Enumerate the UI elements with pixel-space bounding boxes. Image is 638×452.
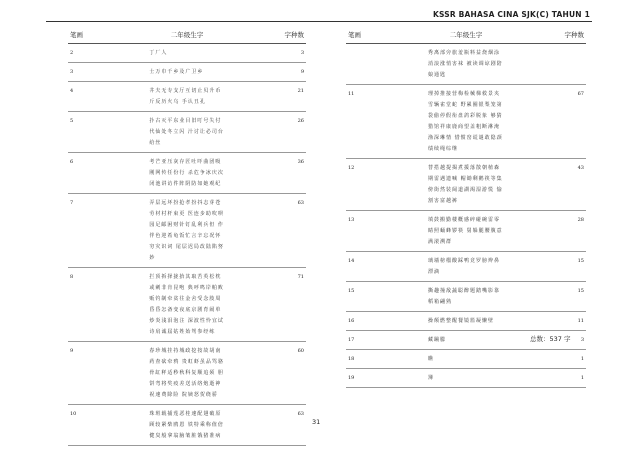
stroke-count-cell: 11 [346, 84, 426, 158]
left-table-header-row [68, 27, 306, 43]
stroke-count-cell: 5 [68, 111, 147, 152]
characters-cell: 弄层远坏扮抢孝扮抖志芽苍劳材村杆束更 医连步助吹呗园足邮困财针钉乱利兵但 作伴色迎希龟饭忙言辛忘况怀穷灾识词 尾层迟局改陆陷努妙 [147, 193, 226, 267]
characters-cell: 藏蹦朦 [426, 330, 506, 349]
char-count-cell [506, 43, 586, 84]
table-row [68, 62, 306, 81]
char-count-cell: 28 [506, 210, 586, 251]
table-row [346, 84, 586, 158]
right-table-header-row [346, 27, 586, 43]
characters-cell: 秀离部旁旅羞瓶料益烧烟涂消浪涨悄害袜 被读调谅剧陪娘通匙 [426, 43, 506, 84]
char-count-cell: 67 [506, 84, 586, 158]
stroke-count-cell: 6 [68, 152, 147, 193]
stroke-count-cell: 13 [346, 210, 426, 251]
characters-cell: 士万巾千乡及广卫乡 [147, 62, 226, 81]
table-row [68, 404, 306, 445]
char-count-cell: 71 [227, 267, 306, 341]
characters-cell: 填鼓搬勤楼概感碎碰碗雷零睛照蛹蜂锣筷 舅躲腿腰腹意满滚溯群 [426, 210, 506, 251]
page-number: 31 [312, 418, 321, 426]
stroke-count-cell: 2 [68, 43, 147, 62]
table-row [346, 251, 586, 281]
col-header-count: 字种数 [506, 27, 586, 43]
char-count-cell: 36 [227, 152, 306, 193]
char-count-cell: 21 [227, 81, 306, 111]
characters-cell: 簿 [426, 368, 506, 387]
table-row [346, 368, 586, 387]
characters-cell: 春珍城挂持城政挖按故胡南药查砍牵鸦 贵虹虾虽品骂骆骨缸秤适秒秋科复顺追须 胆饼弯将奖疫差送活络炮逝神祝速费除险 院姨怒贺绕骄 [147, 341, 226, 404]
char-count-cell: 60 [227, 341, 306, 404]
col-header-strokes: 笔画 [68, 27, 147, 43]
char-count-cell: 11 [506, 311, 586, 330]
stroke-count-cell: 12 [346, 158, 426, 210]
table-row [68, 267, 306, 341]
char-count-cell: 15 [506, 281, 586, 311]
left-vocab-table [68, 27, 306, 446]
characters-cell: 瞧 [426, 349, 506, 368]
stroke-count-cell: 18 [346, 349, 426, 368]
table-row [68, 43, 306, 62]
stroke-count-cell: 4 [68, 81, 147, 111]
page-header: KSSR BAHASA CINA SJK(C) TAHUN 1 [432, 10, 590, 19]
table-row [346, 311, 586, 330]
char-count-cell: 1 [506, 349, 586, 368]
stroke-count-cell: 16 [346, 311, 426, 330]
table-row [68, 341, 306, 404]
col-header-strokes: 笔画 [346, 27, 426, 43]
characters-cell: 珠班载捕莲恶桂速配翅破原顾较紧柴鸥恩 铁特乘称值倍健臭般拿翁脑皱脏饿猪准病 [147, 404, 226, 445]
characters-cell: 撕趣撞敌蔬聪醉题踏嘴影靠稻箱翩熟 [426, 281, 506, 311]
char-count-cell: 15 [506, 251, 586, 281]
stroke-count-cell: 10 [68, 404, 147, 445]
stroke-count-cell: 15 [346, 281, 426, 311]
table-row [346, 210, 586, 251]
table-row [346, 349, 586, 368]
table-row [346, 43, 586, 84]
char-count-cell: 3 [227, 43, 306, 62]
char-count-cell: 9 [227, 62, 306, 81]
characters-cell: 丁厂人 [147, 43, 226, 62]
table-row [68, 81, 306, 111]
header-rule [46, 21, 592, 22]
stroke-count-cell: 17 [346, 330, 426, 349]
characters-cell: 操颠燃整醒餐镜篮凝懒壁 [426, 311, 506, 330]
stroke-count-cell: 7 [68, 193, 147, 267]
stroke-count-cell: 19 [346, 368, 426, 387]
left-table-body [68, 43, 306, 445]
table-row [68, 193, 306, 267]
col-header-count: 字种数 [227, 27, 306, 43]
col-header-characters: 二年级生字 [426, 27, 506, 43]
characters-cell: 考芒亚压灰存匠吐吓曲团吸刚网传任份行 杀危争冰庆次闭池讲访件阵阴防如她观纪 [147, 152, 226, 193]
char-count-cell: 63 [227, 404, 306, 445]
stroke-count-cell: 14 [346, 251, 426, 281]
stroke-count-cell: 9 [68, 341, 147, 404]
char-count-cell: 63 [227, 193, 306, 267]
characters-cell: 理掉推接营梅检械梯救景夹雪辆雀堂蛇 野累圈银梨笼第袋偷停假衔盘鸽彩脱象 够猜猎馆祥康鹿商望盖粗断淋淹渔深琳情 惜惯窑谎谜敢隐颈绩续绳综继 [426, 84, 506, 158]
characters-cell: 璃墙榜榴酸踩鸭竞罗膀辫鼻漂滴 [426, 251, 506, 281]
char-count-cell: 1 [506, 368, 586, 387]
total-count: 总数：537 字 [530, 335, 571, 343]
characters-cell: 扑古灭平东业目旧叮号失付代仙处冬立闪 汁讨让必司台给丝 [147, 111, 226, 152]
char-count-cell: 26 [227, 111, 306, 152]
characters-cell: 井夫无专支厅互切止贝升币斤反历火乌 手认丑孔 [147, 81, 226, 111]
table-row [346, 158, 586, 210]
table-row [68, 111, 306, 152]
stroke-count-cell [346, 43, 426, 84]
stroke-count-cell: 3 [68, 62, 147, 81]
char-count-cell: 43 [506, 158, 586, 210]
char-count-cell: 3 [506, 330, 586, 349]
characters-cell: 拦顶拆择拢抬其取苦英松枕或刺非肯昆咆 典呼鸣岸帕败贩钓制牵贫往金舍受念肢周 昏昏怎备变夜底京剧育闹单炒炎浅泪泡注 深波性怜宜试诗肩诚届姑姓始驾参经练 [147, 267, 226, 341]
stroke-count-cell: 8 [68, 267, 147, 341]
table-row [68, 152, 306, 193]
col-header-characters: 二年级生字 [147, 27, 226, 43]
characters-cell: 替搭越提揭煮援落散朝植森期雷遇遗喊 帽锄剩鹅筷等集傍街然装阔道湖渴湿游慌 愉割害富越裤 [426, 158, 506, 210]
table-row [346, 281, 586, 311]
